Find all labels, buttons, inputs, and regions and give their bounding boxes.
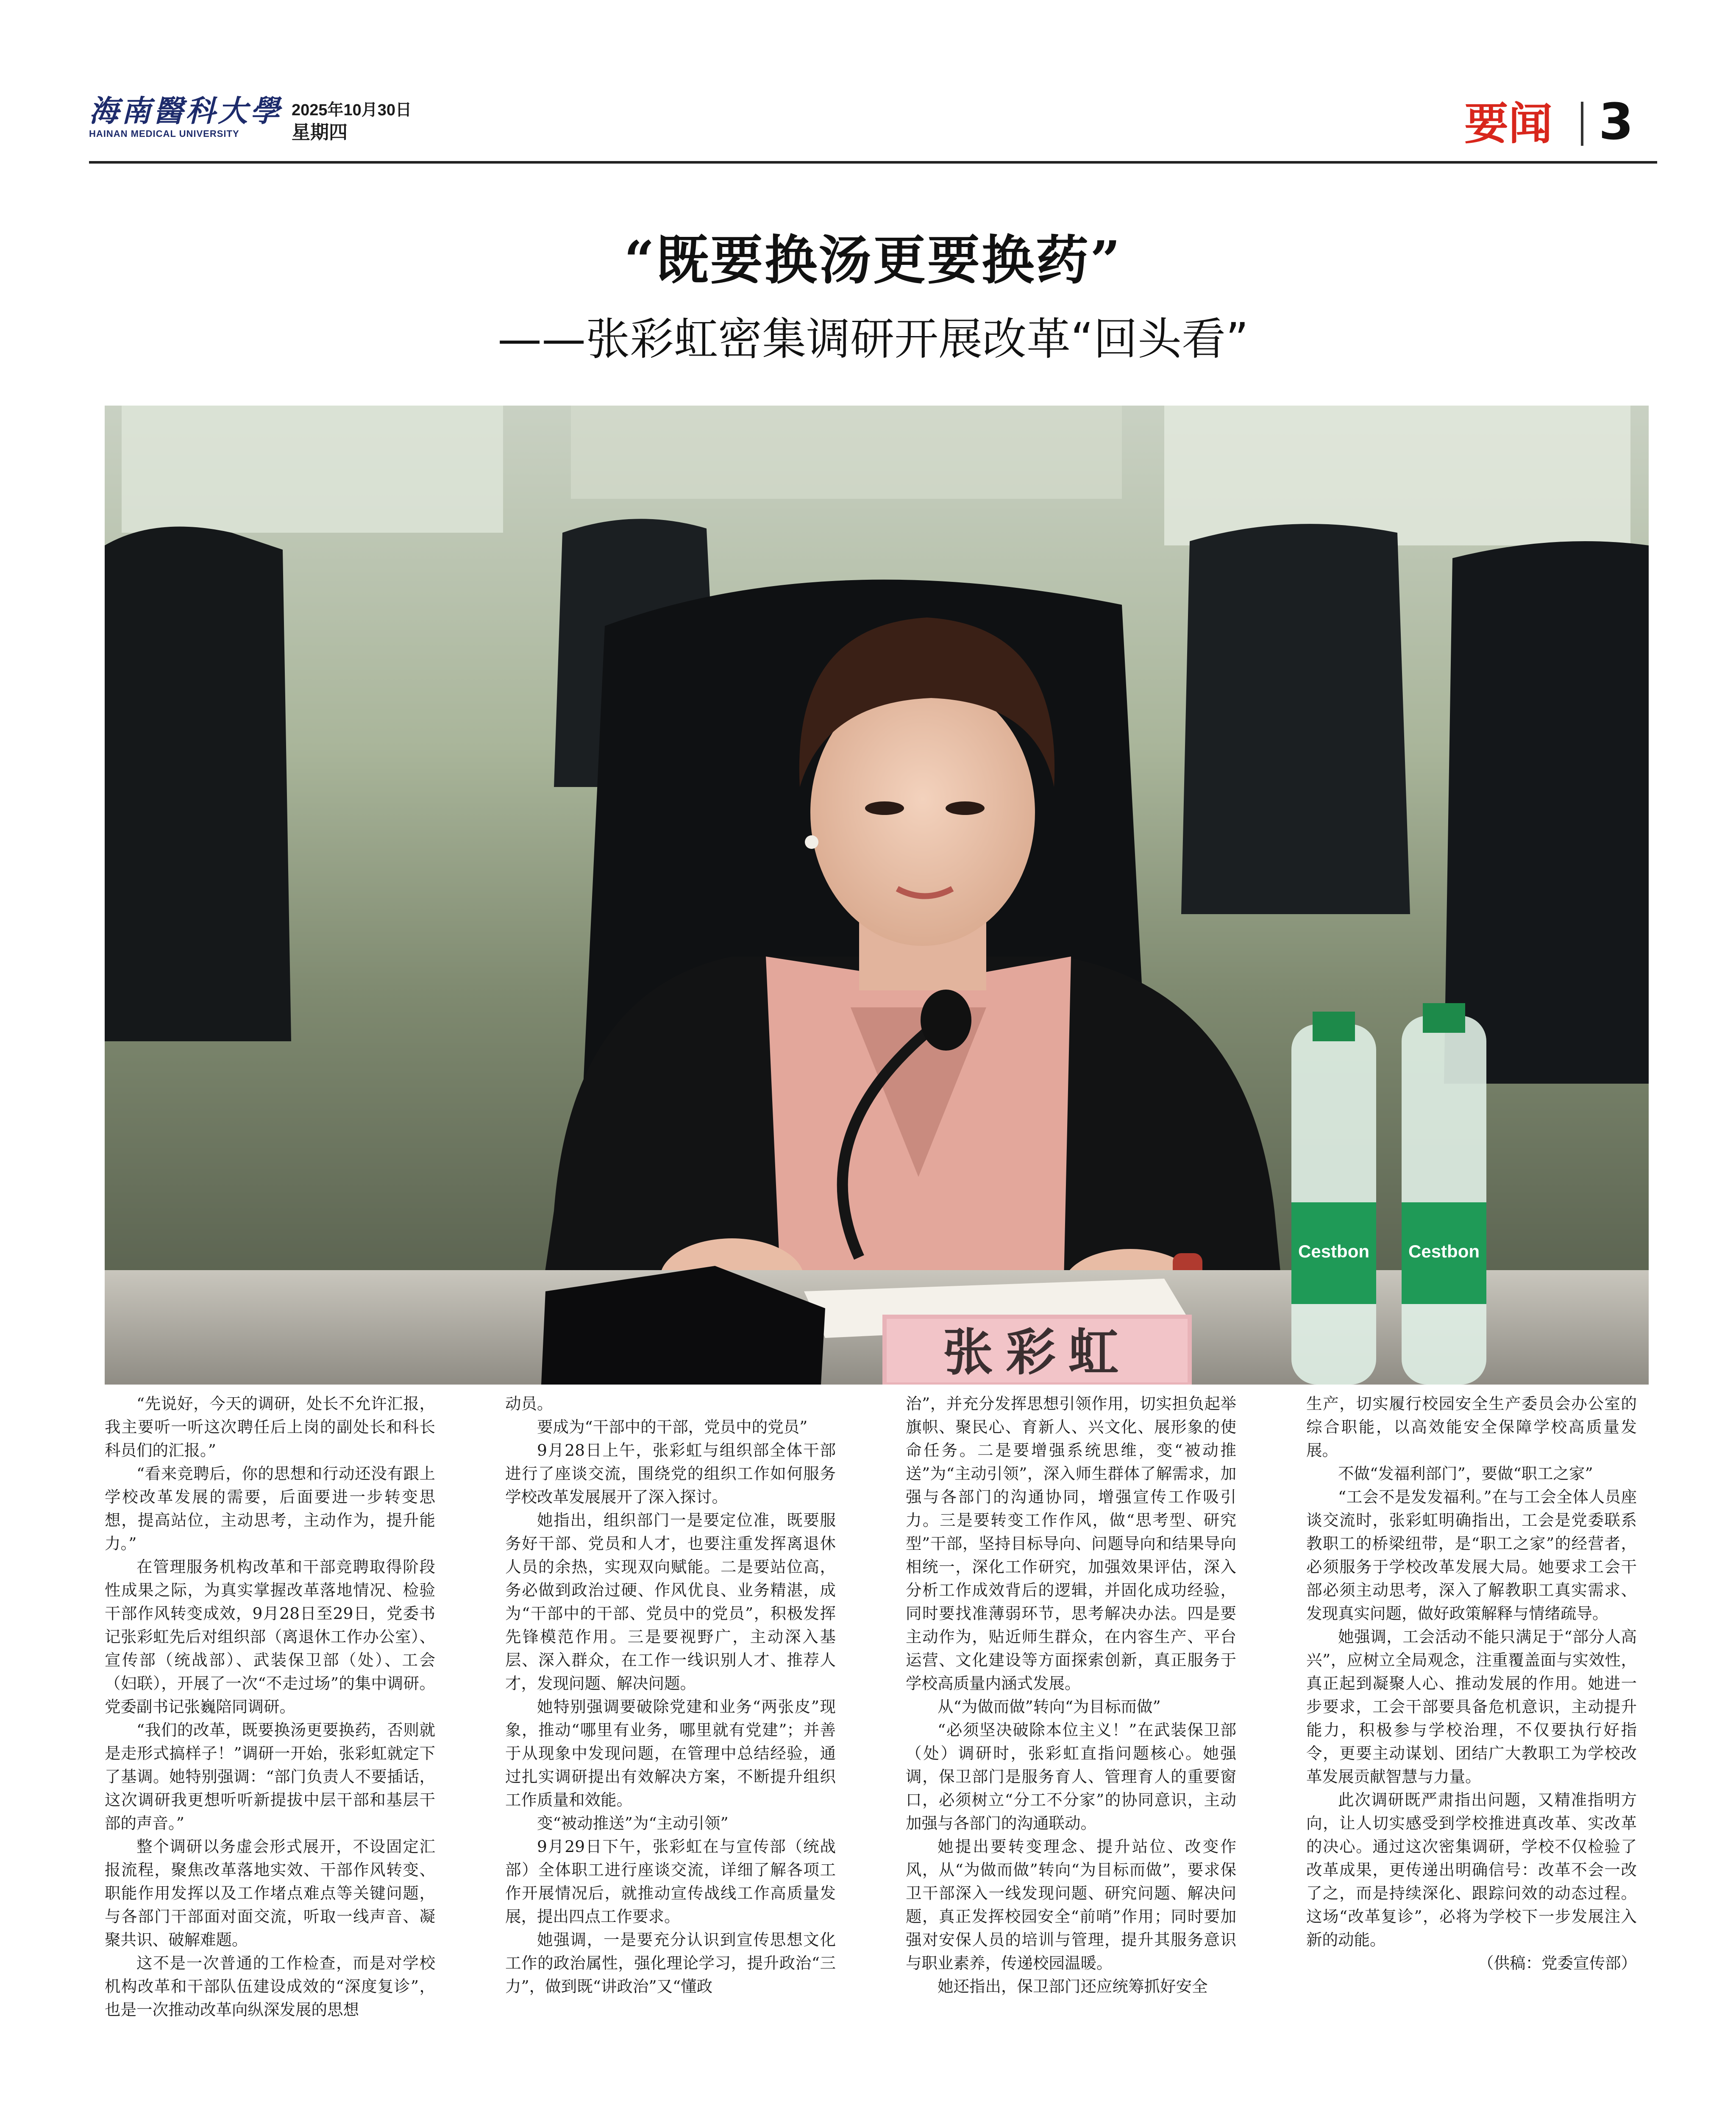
article-column-2: [505, 1392, 836, 2119]
masthead-rule: [89, 161, 1657, 164]
paragraph: 生产，切实履行校园安全生产委员会办公室的综合职能，以高效能安全保障学校高质量发展。: [1306, 1394, 1637, 1460]
subheading: 从“为做而做”转向“为目标而做”: [938, 1697, 1161, 1716]
logo-english: HAINAN MEDICAL UNIVERSITY: [89, 128, 239, 139]
paragraph: “必须坚决破除本位主义！”在武装保卫部（处）调研时，张彩虹直指问题核心。她强调，保卫部门是服务育人、管理育人的重要窗口，必须树立“分工不分家”的协同意识，主动加强与各部门的沟通联动。: [906, 1721, 1236, 1833]
paragraph: “看来竞聘后，你的思想和行动还没有跟上学校改革发展的需要，后面要进一步转变思想，提高站位，主动思考，主动作为，提升能力。”: [105, 1464, 435, 1553]
paragraph: 这不是一次普通的工作检查，而是对学校机构改革和干部队伍建设成效的“深度复诊”，也是一次推动改革向纵深发展的思想: [105, 1954, 435, 2019]
article-credit: （供稿：党委宣传部）: [1478, 1954, 1637, 1972]
subheading: 不做“发福利部门”，要做“职工之家”: [1338, 1464, 1593, 1483]
paragraph: 整个调研以务虚会形式展开，不设固定汇报流程，聚焦改革落地实效、干部作风转变、职能作用发挥以及工作堵点难点等关键问题，与各部门干部面对面交流，听取一线声音、凝聚共识、破解难题。: [105, 1837, 435, 1949]
article-column-4: [1306, 1392, 1637, 2119]
issue-date-block: [292, 100, 412, 145]
article-column-3: [906, 1392, 1236, 2119]
logo-chinese: 海南醫科大學: [89, 93, 282, 128]
headline-main: “既要换汤更要换药”: [624, 230, 1122, 291]
section-divider: [1581, 102, 1583, 146]
paragraph: “先说好，今天的调研，处长不允许汇报，我主要听一听这次聘任后上岗的副处长和科长科员们的汇报。”: [105, 1394, 435, 1460]
paragraph: 她指出，组织部门一是要定位准，既要服务好干部、党员和人才，也要注重发挥离退休人员的余热，实现双向赋能。二是要站位高，务必做到政治过硬、作风优良、业务精湛，成为“干部中的干部、党员中的党员”，积极发挥先锋模范作用。三是要视野广，主动深入基层、深入群众，在工作一线识别人才、推荐人才，发现问题、解决问题。: [505, 1511, 836, 1693]
university-logo: [89, 94, 282, 140]
paragraph: 9月29日下午，张彩虹在与宣传部（统战部）全体职工进行座谈交流，详细了解各项工作开展情况后，就推动宣传战线工作高质量发展，提出四点工作要求。: [505, 1837, 836, 1926]
bottle-label-right: Cestbon: [1408, 1241, 1480, 1261]
photo-illustration: [105, 406, 1649, 1385]
name-card-text: 张彩虹: [943, 1323, 1132, 1382]
paragraph: 她提出要转变理念、提升站位、改变作风，从“为做而做”转向“为目标而做”，要求保卫干部深入一线发现问题、研究问题、解决问题，真正发挥校园安全“前哨”作用；同时要加强对安保人员的培训与管理，提升其服务意识与职业素养，传递校园温暖。: [906, 1837, 1236, 1972]
headline-sub: ——张彩虹密集调研开展改革“回头看”: [498, 313, 1249, 365]
article-column-1: [105, 1392, 435, 2119]
paragraph: 治”，并充分发挥思想引领作用，切实担负起举旗帜、聚民心、育新人、兴文化、展形象的使命任务。二是要增强系统思维，变“被动推送”为“主动引领”，深入师生群体了解需求，加强与各部门的沟通协同，增强宣传工作吸引力。三是要转变工作作风，做“思考型、研究型”干部，坚持目标导向、问题导向和结果导向相统一，深化工作研究，加强效果评估，深入分析工作成效背后的逻辑，并固化成功经验，同时要找准薄弱环节，思考解决办法。四是要主动作为，贴近师生群众，在内容生产、平台运营、文化建设等方面探索创新，真正服务于学校高质量内涵式发展。: [906, 1394, 1236, 1693]
paragraph: 她强调，工会活动不能只满足于“部分人高兴”，应树立全局观念，注重覆盖面与实效性，真正起到凝聚人心、推动发展的作用。她进一步要求，工会干部要具备危机意识，主动提升能力，积极参与学校治理，不仅要执行好指令，更要主动谋划、团结广大教职工为学校改革发展贡献智慧与力量。: [1306, 1627, 1637, 1786]
news-photo: [105, 406, 1649, 1385]
section-title: 要闻: [1464, 98, 1553, 150]
bottle-label-left: Cestbon: [1298, 1241, 1369, 1261]
paragraph: 她还指出，保卫部门还应统筹抓好安全: [938, 1977, 1208, 1996]
paragraph: 此次调研既严肃指出问题，又精准指明方向，让人切实感受到学校推进真改革、实改革的决心。通过这次密集调研，学校不仅检验了改革成果，更传递出明确信号：改革不会一改了之，而是持续深化、跟踪问效的动态过程。这场“改革复诊”，必将为学校下一步发展注入新的动能。: [1306, 1791, 1637, 1949]
paragraph: 她强调，一是要充分认识到宣传思想文化工作的政治属性，强化理论学习，提升政治“三力”，做到既“讲政治”又“懂政: [505, 1930, 836, 1996]
paragraph: “我们的改革，既要换汤更要换药，否则就是走形式搞样子！”调研一开始，张彩虹就定下了基调。她特别强调：“部门负责人不要插话，这次调研我更想听听新提拔中层干部和基层干部的声音。”: [105, 1721, 435, 1833]
paragraph: “工会不是发发福利。”在与工会全体人员座谈交流时，张彩虹明确指出，工会是党委联系教职工的桥梁纽带，是“职工之家”的经营者，必须服务于学校改革发展大局。她要求工会干部必须主动思考，深入了解教职工真实需求、发现真实问题，做好政策解释与情绪疏导。: [1306, 1488, 1637, 1623]
page-number: 3: [1599, 92, 1634, 151]
paragraph: 在管理服务机构改革和干部竞聘取得阶段性成果之际，为真实掌握改革落地情况、检验干部作风转变成效，9月28日至29日，党委书记张彩虹先后对组织部（离退休工作办公室）、宣传部（统战部）、武装保卫部（处）、工会（妇联），开展了一次“不走过场”的集中调研。党委副书记张巍陪同调研。: [105, 1557, 435, 1716]
subheading: 变“被动推送”为“主动引领”: [537, 1814, 729, 1833]
subheading: 要成为“干部中的干部，党员中的党员”: [537, 1418, 808, 1436]
paragraph: 9月28日上午，张彩虹与组织部全体干部进行了座谈交流，围绕党的组织工作如何服务学校改革发展展开了深入探讨。: [505, 1441, 836, 1506]
paragraph: 她特别强调要破除党建和业务“两张皮”现象，推动“哪里有业务，哪里就有党建”；并善于从现象中发现问题，在管理中总结经验，通过扎实调研提出有效解决方案，不断提升组织工作质量和效能。: [505, 1697, 836, 1809]
issue-weekday: 星期四: [292, 122, 348, 143]
paragraph: 动员。: [505, 1394, 553, 1413]
issue-date: 2025年10月30日: [292, 101, 412, 119]
